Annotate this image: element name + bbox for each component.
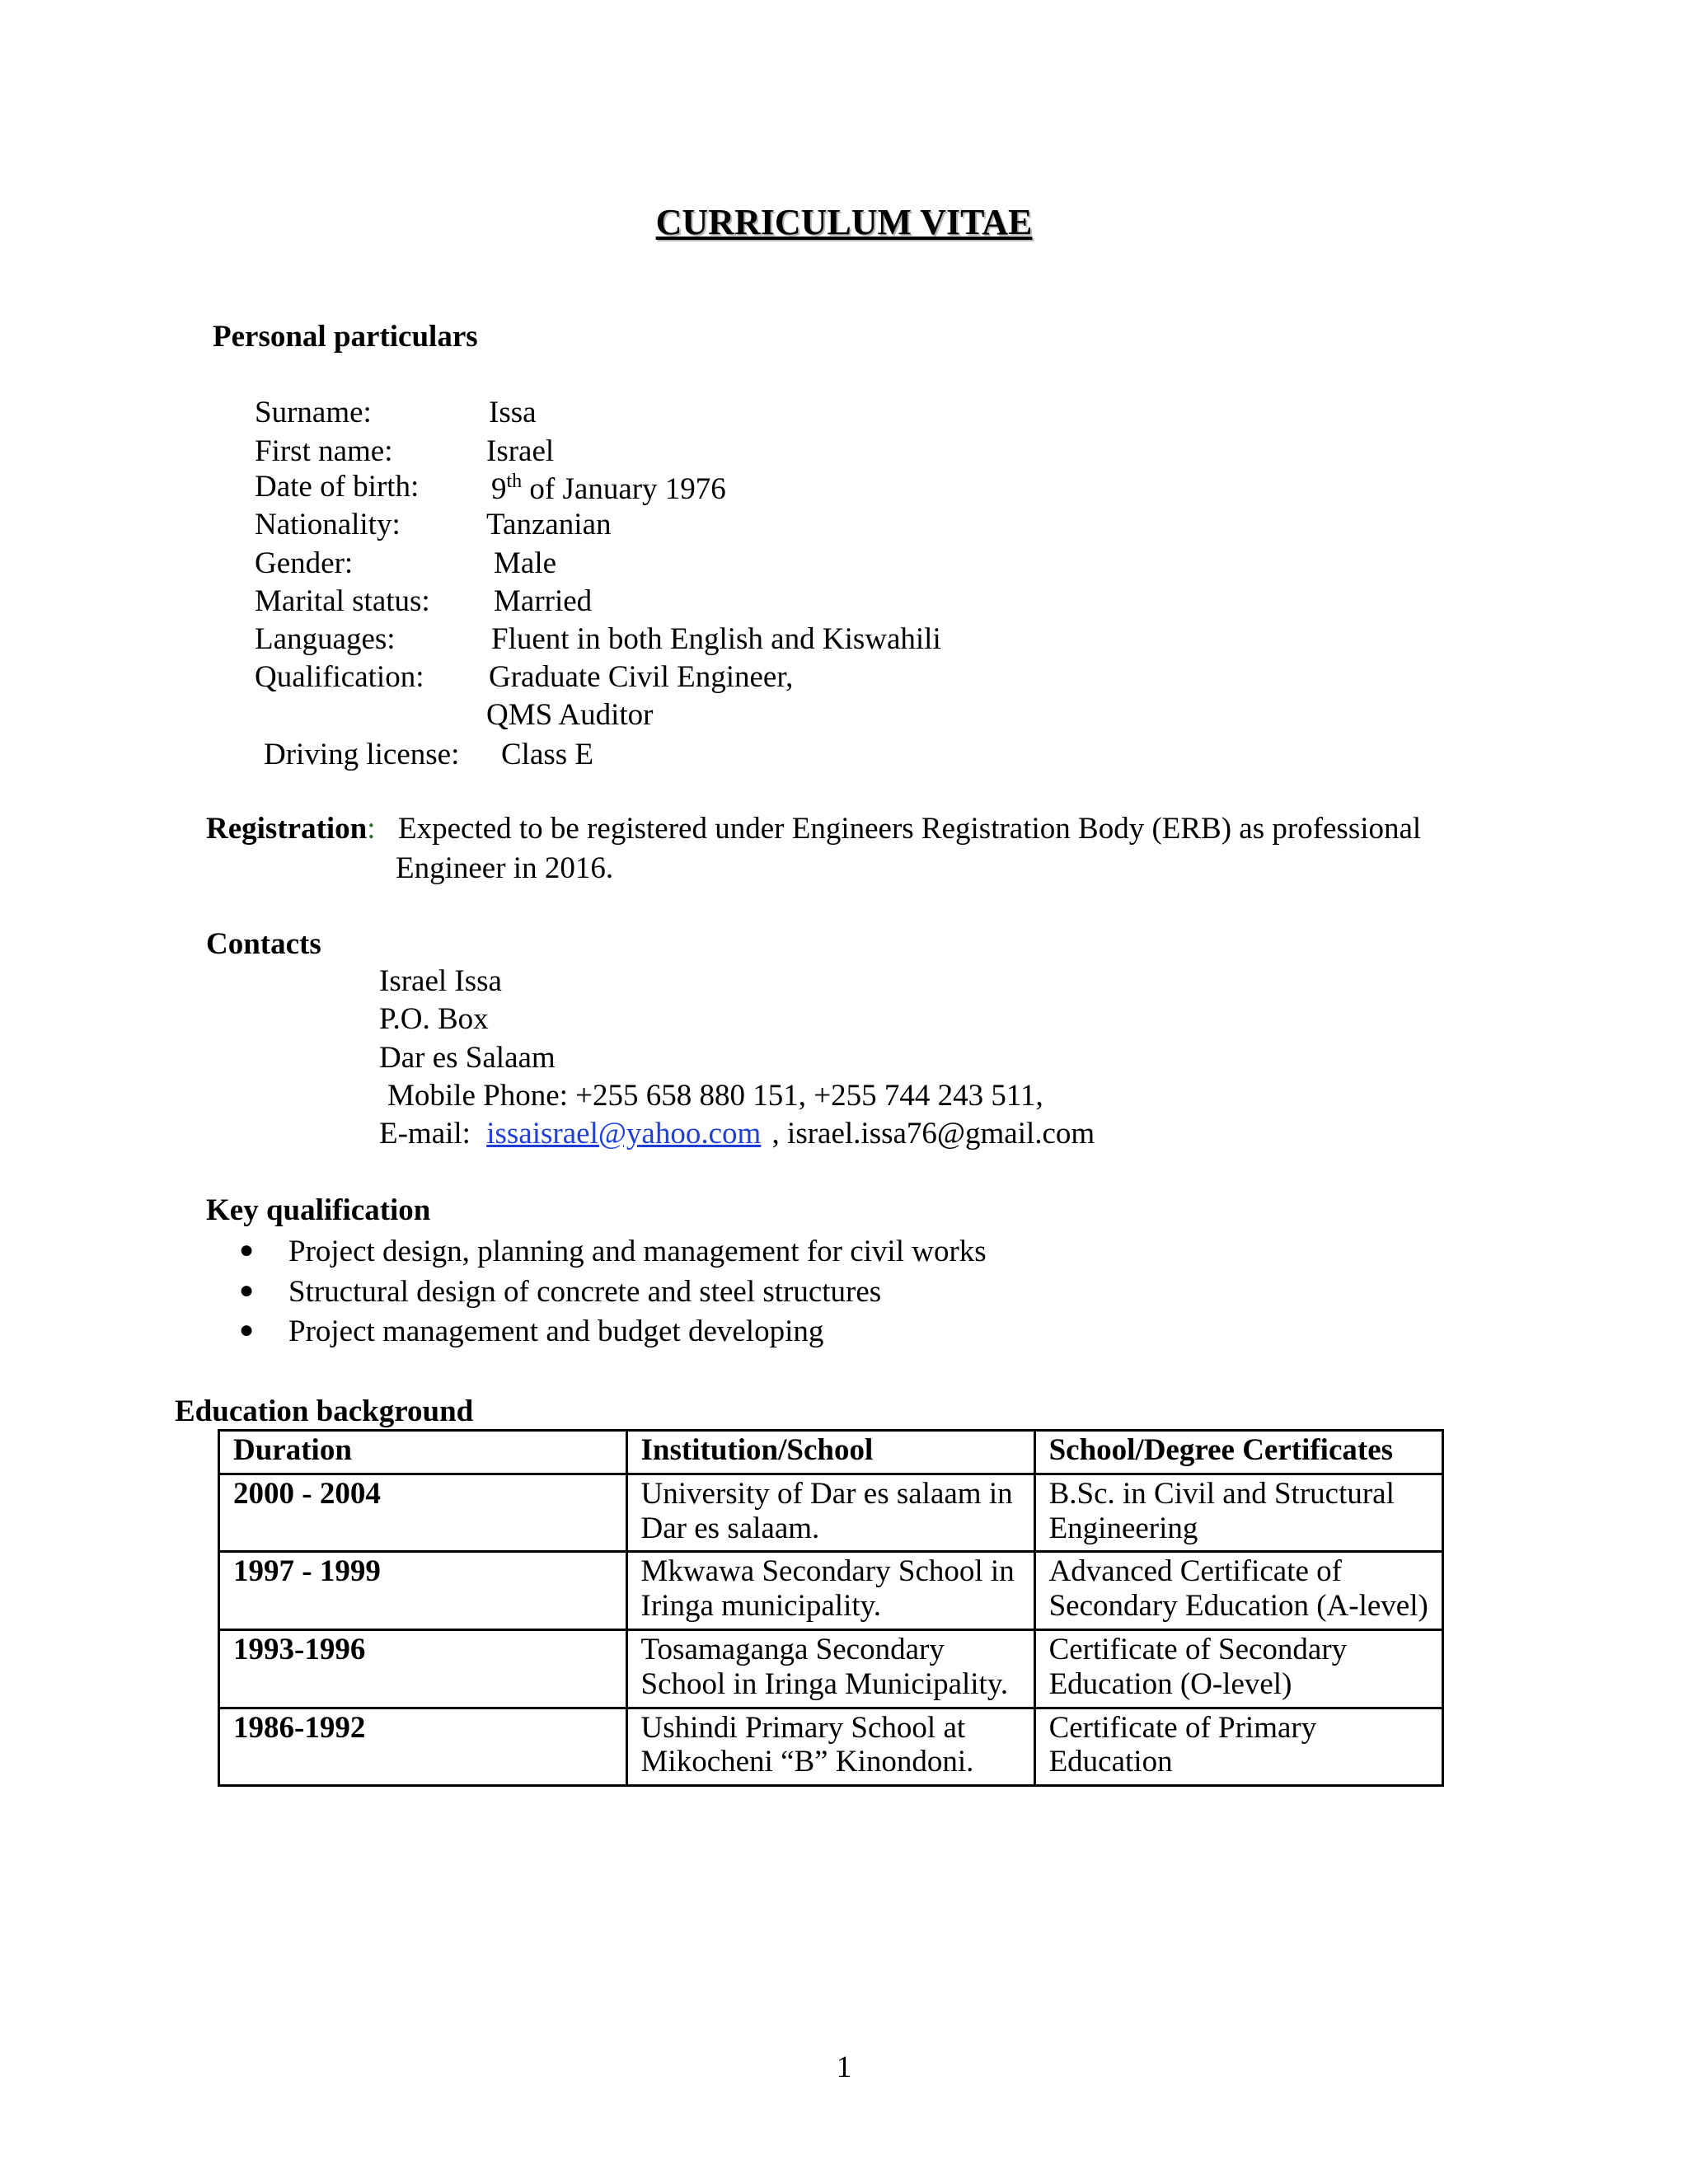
- document-title: CURRICULUM VITAE: [655, 202, 1033, 242]
- education-heading: Education background: [175, 1394, 474, 1428]
- surname-value: Issa: [489, 396, 537, 429]
- dob-suffix: th: [506, 471, 523, 492]
- duration-cell: 1993-1996: [219, 1629, 627, 1708]
- marital-status-label: Marital status:: [255, 584, 430, 618]
- email-label: E-mail:: [379, 1117, 471, 1151]
- surname-label: Surname:: [255, 396, 372, 429]
- column-header-duration: Duration: [219, 1431, 627, 1474]
- registration-label: [206, 813, 376, 844]
- contact-po-box: P.O. Box: [379, 1002, 489, 1036]
- qualification-value-1: Graduate Civil Engineer,: [489, 660, 794, 694]
- duration-cell: 2000 - 2004: [219, 1474, 627, 1552]
- qualification-value-2: QMS Auditor: [486, 698, 654, 732]
- gender-value: Male: [494, 546, 557, 580]
- institution-cell: Ushindi Primary School at Mikocheni “B” Kinondoni.: [626, 1708, 1034, 1786]
- dob-day: 9: [491, 472, 507, 506]
- certificate-cell: Certificate of Secondary Education (O-level): [1034, 1629, 1442, 1708]
- column-header-certificate: School/Degree Certificates: [1034, 1431, 1442, 1474]
- marital-status-value: Married: [494, 584, 593, 618]
- registration-heading: Registration: [206, 812, 368, 846]
- certificate-cell: Certificate of Primary Education: [1034, 1708, 1442, 1786]
- page-number: 1: [836, 2050, 852, 2084]
- dob-label: Date of birth:: [255, 470, 420, 504]
- registration-text-line-2: Engineer in 2016.: [396, 851, 614, 885]
- institution-cell: Mkwawa Secondary School in Iringa municipality.: [626, 1552, 1034, 1630]
- contact-email-line: [379, 1118, 1095, 1149]
- driving-license-value: Class E: [501, 738, 594, 771]
- bullet-icon: ●: [239, 1277, 255, 1304]
- contact-phone: Mobile Phone: +255 658 880 151, +255 744 243 511,: [387, 1079, 1043, 1113]
- dob-value: [491, 471, 726, 504]
- key-qualification-item: Structural design of concrete and steel structures: [288, 1275, 882, 1309]
- bullet-icon: ●: [239, 1236, 255, 1263]
- certificate-cell: B.Sc. in Civil and Structural Engineering: [1034, 1474, 1442, 1552]
- email-link-yahoo[interactable]: issaisrael@yahoo.com: [486, 1117, 762, 1151]
- gender-label: Gender:: [255, 546, 354, 580]
- table-row: [219, 1708, 1443, 1786]
- personal-particulars-heading: Personal particulars: [213, 320, 478, 354]
- institution-cell: University of Dar es salaam in Dar es salaam.: [626, 1474, 1034, 1552]
- table-header-row: [219, 1431, 1443, 1474]
- email-gmail: , israel.issa76@gmail.com: [764, 1117, 1095, 1151]
- key-qualification-heading: Key qualification: [206, 1193, 431, 1227]
- education-table: [218, 1429, 1444, 1787]
- key-qualification-item: Project management and budget developing: [288, 1315, 824, 1348]
- qualification-label: Qualification:: [255, 660, 424, 694]
- contacts-heading: Contacts: [206, 927, 321, 961]
- table-row: [219, 1629, 1443, 1708]
- nationality-label: Nationality:: [255, 508, 401, 541]
- duration-cell: 1997 - 1999: [219, 1552, 627, 1630]
- duration-cell: 1986-1992: [219, 1708, 627, 1786]
- first-name-value: Israel: [486, 434, 555, 468]
- languages-label: Languages:: [255, 622, 396, 656]
- table-row: [219, 1474, 1443, 1552]
- column-header-institution: Institution/School: [626, 1431, 1034, 1474]
- nationality-value: Tanzanian: [486, 508, 612, 541]
- registration-colon: :: [367, 812, 376, 846]
- registration-text-line-1: Expected to be registered under Engineers Registration Body (ERB) as professional: [398, 812, 1422, 846]
- key-qualification-item: Project design, planning and management for civil works: [288, 1235, 987, 1268]
- languages-value: Fluent in both English and Kiswahili: [491, 622, 941, 656]
- contact-name: Israel Issa: [379, 964, 502, 998]
- first-name-label: First name:: [255, 434, 393, 468]
- contact-city: Dar es Salaam: [379, 1041, 556, 1075]
- certificate-cell: Advanced Certificate of Secondary Education (A-level): [1034, 1552, 1442, 1630]
- dob-rest: of January 1976: [522, 472, 726, 506]
- institution-cell: Tosamaganga Secondary School in Iringa Municipality.: [626, 1629, 1034, 1708]
- driving-license-label: Driving license:: [264, 738, 460, 771]
- table-row: [219, 1552, 1443, 1630]
- bullet-icon: ●: [239, 1316, 255, 1343]
